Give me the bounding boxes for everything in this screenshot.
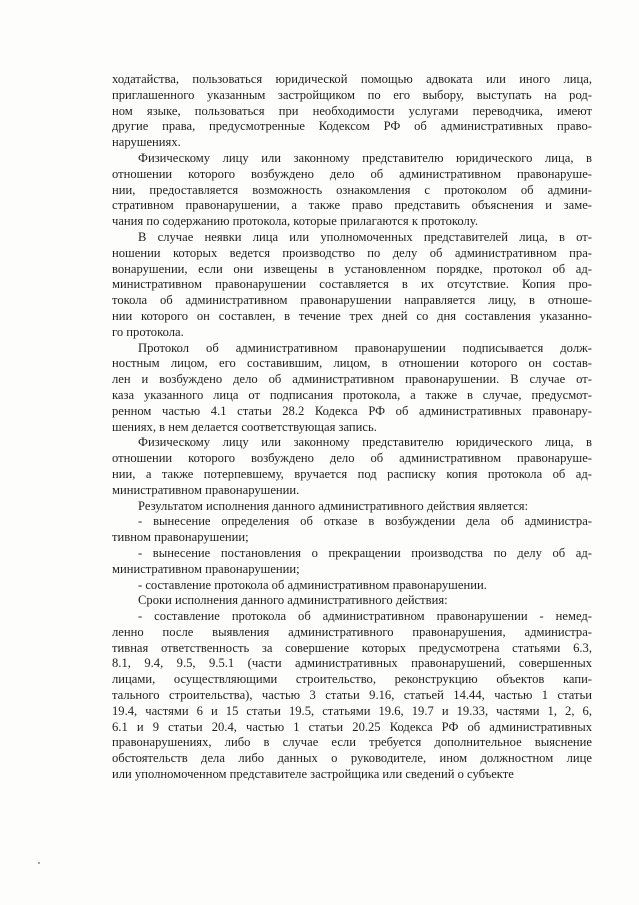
text-line: ностным лицом, его составившим, лицом, в отношении которого он состав- xyxy=(112,356,592,371)
text-line: 19.4, частями 6 и 15 статьи 19.5, статьями 19.6, 19.7 и 19.33, частями 1, 2, 6, xyxy=(112,703,592,718)
text-line: Протокол об административном правонарушении подписывается долж- xyxy=(138,340,592,355)
text-line: го протокола. xyxy=(112,324,184,339)
text-line: - вынесение постановления о прекращении производства по делу об ад- xyxy=(138,545,592,560)
text-line: чания по содержанию протокола, которые прилагаются к протоколу. xyxy=(112,214,478,229)
text-line: министративном правонарушении; xyxy=(112,561,300,576)
text-line: приглашенного указанным застройщиком по его выбору, выступать на род- xyxy=(112,87,592,102)
text-line: министративном правонарушении составляется в их отсутствие. Копия про- xyxy=(112,277,592,292)
text-line: другие права, предусмотренные Кодексом РФ об административных право- xyxy=(112,119,592,134)
paragraph xyxy=(112,609,592,783)
text-line: Физическому лицу или законному представителю юридического лица, в xyxy=(138,435,592,450)
text-line: отношении которого возбуждено дело об административном правонаруше- xyxy=(112,166,592,181)
text-line: Физическому лицу или законному представителю юридического лица, в xyxy=(138,150,592,165)
paragraph xyxy=(112,230,592,341)
document-body xyxy=(112,72,592,783)
text-line: ленно после выявления административного правонарушения, администра- xyxy=(112,624,592,639)
text-line: Сроки исполнения данного административного действия: xyxy=(138,593,448,608)
text-line: тального строительства), частью 3 статьи 9.16, статьей 14.44, частью 1 статьи xyxy=(112,688,592,703)
text-line: - составление протокола об административном правонарушении. xyxy=(138,577,487,592)
text-line: ношении которых ведется производство по делу об административном пра- xyxy=(112,245,592,260)
paragraph xyxy=(112,546,592,578)
text-line: лицами, осуществляющими строительство, реконструкцию объектов капи- xyxy=(112,672,592,687)
text-line: или уполномоченном представителе застройщика или сведений о субъекте xyxy=(112,767,514,782)
paragraph xyxy=(112,514,592,546)
text-line: - составление протокола об административном правонарушении - немед- xyxy=(138,609,592,624)
text-line: В случае неявки лица или уполномоченных представителей лица, в от- xyxy=(138,229,592,244)
paragraph xyxy=(112,593,592,609)
text-line: каза указанного лица от подписания протокола, а также в случае, предусмот- xyxy=(112,387,592,402)
paragraph xyxy=(112,151,592,230)
text-line: ходатайства, пользоваться юридической помощью адвоката или иного лица, xyxy=(112,72,592,86)
text-line: токола об административном правонарушении направляется лицу, в отноше- xyxy=(112,293,592,308)
text-line: - вынесение определения об отказе в возбуждении дела об администра- xyxy=(138,514,592,529)
text-line: обстоятельств дела либо данных о руководителе, ином должностном лице xyxy=(112,751,592,766)
paragraph xyxy=(112,72,592,151)
text-line: вонарушении, если они извещены в установленном порядке, протокол об ад- xyxy=(112,261,592,276)
text-line: лен и возбуждено дело об административном правонарушении. В случае от- xyxy=(112,372,592,387)
paragraph xyxy=(112,499,592,515)
text-line: шениях, в нем делается соответствующая запись. xyxy=(112,419,377,434)
scan-speck xyxy=(38,862,40,864)
paragraph xyxy=(112,578,592,594)
text-line: нарушениях. xyxy=(112,135,181,150)
text-line: отношении которого возбуждено дело об административном правонаруше- xyxy=(112,451,592,466)
text-line: министративном правонарушении. xyxy=(112,482,300,497)
text-line: 8.1, 9.4, 9.5, 9.5.1 (части административных правонарушений, совершенных xyxy=(112,656,592,671)
paragraph xyxy=(112,341,592,436)
text-line: тивном правонарушении; xyxy=(112,530,249,545)
text-line: ном языке, пользоваться при необходимости услугами переводчика, имеют xyxy=(112,103,592,118)
text-line: стративном правонарушении, а также право представить объяснения и заме- xyxy=(112,198,592,213)
text-line: тивная ответственность за совершение которых предусмотрена статьями 6.3, xyxy=(112,640,592,655)
text-line: 6.1 и 9 статьи 20.4, частью 1 статьи 20.25 Кодекса РФ об административных xyxy=(112,719,592,734)
text-line: нии которого он составлен, в течение трех дней со дня составления указанно- xyxy=(112,308,592,323)
text-line: нии, а также потерпевшему, вручается под расписку копия протокола об ад- xyxy=(112,466,592,481)
text-line: ренном частью 4.1 статьи 28.2 Кодекса РФ об административных правонару- xyxy=(112,403,592,418)
paragraph xyxy=(112,435,592,498)
text-line: Результатом исполнения данного административного действия является: xyxy=(138,498,529,513)
text-line: правонарушениях, либо в случае если требуется дополнительное выяснение xyxy=(112,735,592,750)
text-line: нии, предоставляется возможность ознакомления с протоколом об админи- xyxy=(112,182,592,197)
